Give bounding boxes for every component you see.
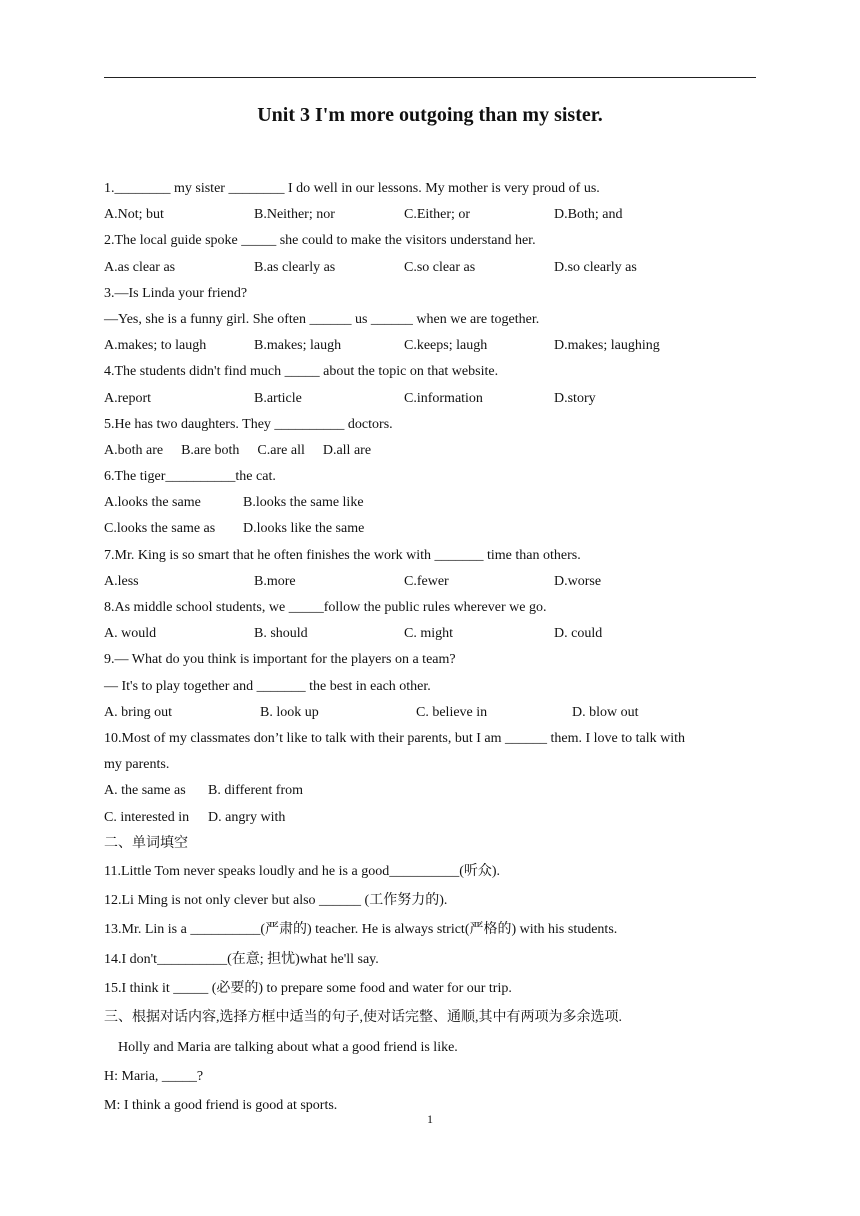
option: B.Neither; nor (254, 207, 335, 223)
question-stem: 6.The tiger__________the cat. (104, 469, 276, 485)
page-number: 1 (427, 1112, 433, 1126)
option: B.makes; laugh (254, 338, 342, 354)
option: A. bring out (104, 704, 173, 720)
question-stem: 5.He has two daughters. They __________ doctors. (104, 416, 393, 432)
option: D.all are (322, 442, 372, 458)
option: B. should (254, 626, 308, 642)
option: D.worse (554, 573, 602, 589)
option: A.Not; but (104, 207, 164, 223)
option: D.Both; and (554, 207, 623, 223)
option: C.fewer (404, 573, 449, 589)
option: A.less (104, 573, 139, 589)
option: D.story (554, 390, 596, 406)
option: B. different from (208, 783, 303, 799)
question-stem-continued: — It's to play together and _______ the best in each other. (104, 678, 431, 694)
question-stem: 9.— What do you think is important for the players on a team? (104, 652, 456, 668)
option: C.are all (257, 442, 305, 458)
option: A.report (104, 390, 152, 406)
option: B.article (254, 390, 302, 406)
dialogue-intro: Holly and Maria are talking about what a good friend is like. (118, 1039, 458, 1055)
section-heading: 三、根据对话内容,选择方框中适当的句子,使对话完整、通顺,其中有两项为多余选项. (104, 1010, 622, 1026)
question-options (104, 516, 760, 542)
option: D.looks like the same (243, 521, 365, 537)
option: B.are both (181, 442, 240, 458)
question-stem: 2.The local guide spoke _____ she could to make the visitors understand her. (104, 233, 536, 249)
question-options (104, 621, 760, 647)
option: C. believe in (416, 704, 488, 720)
option: C.looks the same as (104, 521, 216, 537)
option: C.so clear as (404, 259, 476, 275)
question-stem: 3.—Is Linda your friend? (104, 285, 248, 301)
question-stem: 10.Most of my classmates don’t like to talk with their parents, but I am ______ them. I love to talk with (104, 730, 686, 746)
question-options (104, 490, 760, 516)
option: C.Either; or (404, 207, 471, 223)
question-stem-continued: —Yes, she is a funny girl. She often ______ us ______ when we are together. (104, 311, 540, 327)
dialogue-line: H: Maria, _____? (104, 1068, 204, 1084)
question-stem: 7.Mr. King is so smart that he often finishes the work with _______ time than others. (104, 547, 581, 563)
option: A.looks the same (104, 495, 201, 511)
question-options (104, 778, 760, 804)
option: B.more (254, 573, 296, 589)
question-options (104, 202, 760, 228)
question-options (104, 700, 760, 726)
option: B. look up (260, 704, 319, 720)
question-stem-continued: my parents. (104, 757, 170, 773)
fill-item: 12.Li Ming is not only clever but also ______ (工作努力的). (104, 893, 448, 909)
option: D. angry with (208, 809, 286, 825)
question-options (104, 569, 760, 595)
option: A.both are (104, 442, 164, 458)
option: A. the same as (104, 783, 186, 799)
option: D. could (554, 626, 603, 642)
option: C.keeps; laugh (404, 338, 488, 354)
section-heading: 二、单词填空 (104, 835, 188, 851)
header-rule (104, 77, 756, 78)
question-options (104, 333, 760, 359)
question-stem: 8.As middle school students, we _____follow the public rules wherever we go. (104, 600, 547, 615)
fill-item: 15.I think it _____ (必要的) to prepare some food and water for our trip. (104, 981, 512, 997)
fill-item: 13.Mr. Lin is a __________(严肃的) teacher. He is always strict(严格的) with his students. (104, 922, 618, 938)
option: A.makes; to laugh (104, 338, 207, 354)
option: C. interested in (104, 809, 190, 825)
option: D. blow out (572, 704, 639, 720)
option: D.so clearly as (554, 259, 637, 275)
option: C. might (404, 626, 454, 642)
fill-item: 14.I don't__________(在意; 担忧)what he'll say. (104, 951, 379, 967)
question-stem: 1.________ my sister ________ I do well in our lessons. My mother is very proud of us. (104, 181, 600, 196)
option: B.looks the same like (243, 495, 364, 511)
question-options (104, 255, 760, 281)
page-title: Unit 3 I'm more outgoing than my sister. (257, 104, 603, 126)
question-options (104, 805, 760, 831)
fill-item: 11.Little Tom never speaks loudly and he is a good__________(听众). (104, 863, 501, 879)
option: C.information (404, 390, 483, 406)
question-stem: 4.The students didn't find much _____ about the topic on that website. (104, 364, 499, 380)
option: D.makes; laughing (554, 338, 660, 354)
dialogue-line: M: I think a good friend is good at sports. (104, 1098, 338, 1114)
option: B.as clearly as (254, 259, 336, 275)
question-options (104, 386, 760, 412)
option: A. would (104, 626, 157, 642)
content (104, 176, 760, 1121)
option: A.as clear as (104, 259, 176, 275)
question-options (104, 438, 760, 464)
